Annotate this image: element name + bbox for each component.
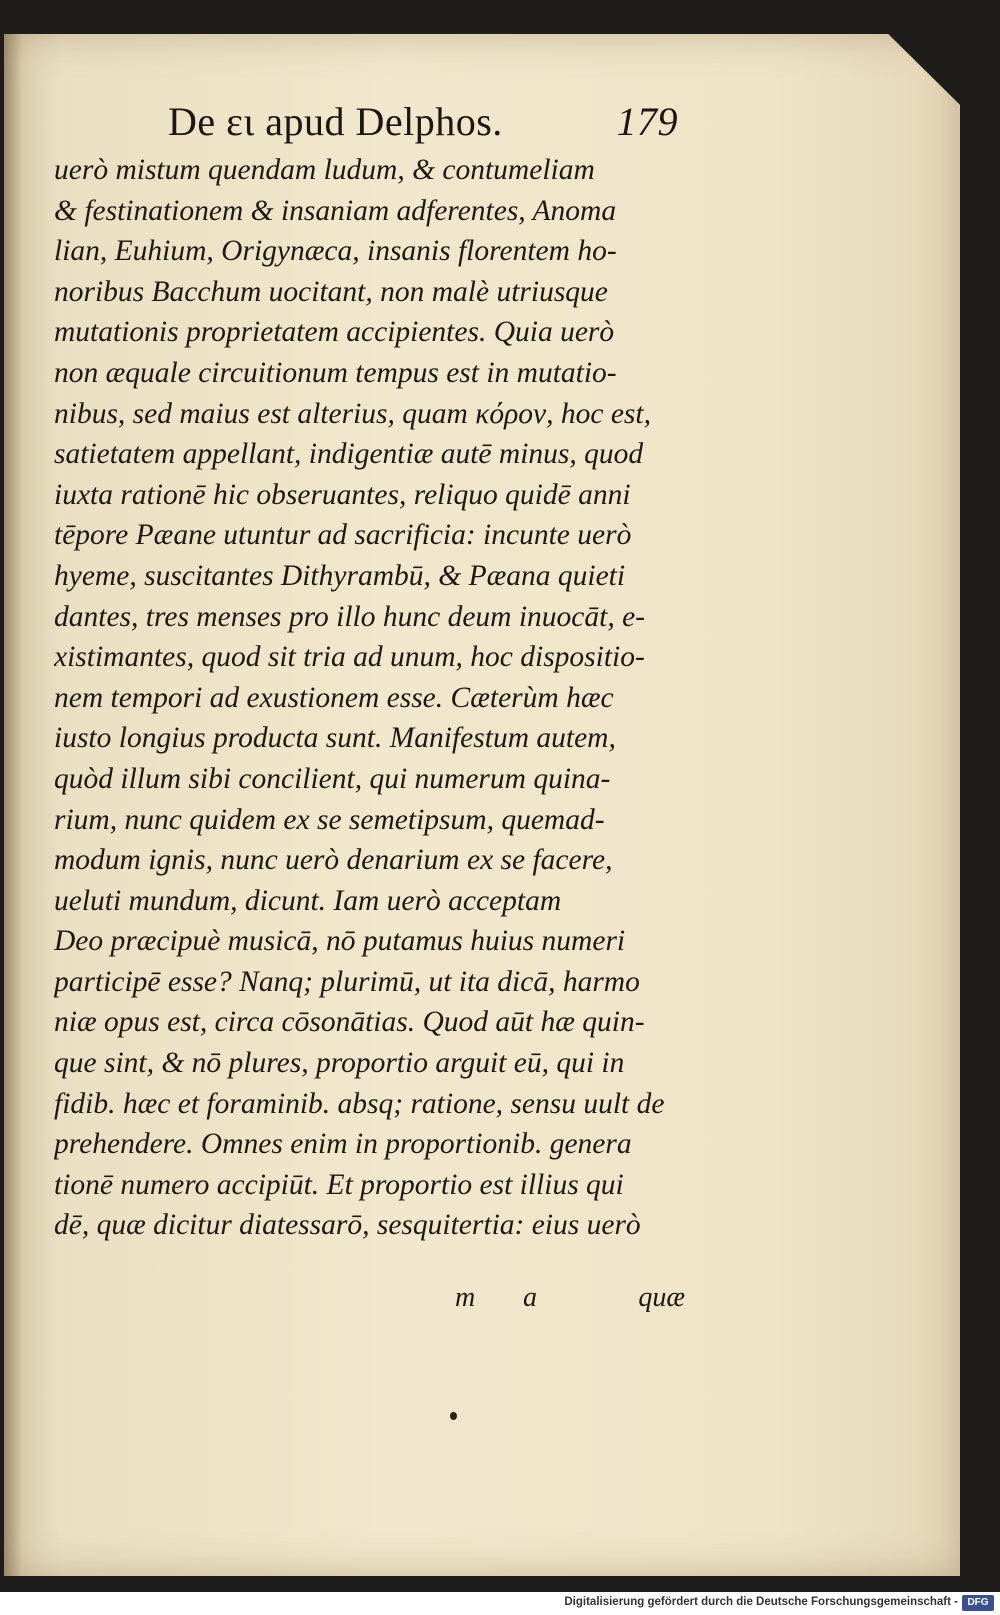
text-line: & festinationem & insaniam adferentes, Anoma — [54, 194, 617, 227]
text-line: iuxta rationē hic obseruantes, reliquo quidē anni — [54, 478, 631, 511]
text-line: Deo præcipuè musicā, nō putamus huius numeri — [54, 925, 626, 958]
page-number: 179 — [616, 99, 678, 144]
text-line: uerò mistum quendam ludum, & contumeliam — [54, 154, 595, 186]
text-line: hyeme, suscitantes Dithyrambū, & Pæana quieti — [54, 559, 626, 592]
text-line: satietatem appellant, indigentiæ autē minus, quod — [54, 438, 644, 471]
catchword: quæ — [638, 1282, 685, 1313]
footer-bar — [0, 1592, 1000, 1615]
text-line: xistimantes, quod sit tria ad unum, hoc dispositio- — [54, 641, 645, 674]
text-line: dantes, tres menses pro illo hunc deum inuocāt, e- — [54, 600, 645, 633]
text-line: noribus Bacchum uocitant, non malè utriusque — [54, 275, 608, 308]
dfg-logo[interactable]: DFG — [962, 1595, 994, 1611]
text-line: nibus, sed maius est alterius, quam κόρον, hoc est, — [54, 397, 651, 430]
text-line: dē, quæ dicitur diatessarō, sesquitertia: eius uerò — [54, 1209, 641, 1242]
body-text — [54, 150, 684, 1246]
text-line: nem tempori ad exustionem esse. Cæterùm hæc — [54, 681, 614, 714]
page-gutter-shadow — [4, 34, 22, 1576]
text-line: participē esse? Nanq; plurimū, ut ita dicā, harmo — [54, 965, 640, 998]
catchword-line — [455, 1282, 685, 1322]
text-line: rium, nunc quidem ex se semetipsum, quemad- — [54, 803, 605, 836]
text-line: iusto longius producta sunt. Manifestum autem, — [54, 722, 616, 755]
text-line: niæ opus est, circa cōsonātias. Quod aūt hæ quin- — [54, 1006, 645, 1039]
signature-mark: m — [455, 1282, 476, 1313]
ink-dot — [450, 1412, 457, 1420]
footer-credit: Digitalisierung gefördert durch die Deutsche Forschungsgemeinschaft - — [564, 1596, 958, 1608]
text-line: fidib. hæc et foraminib. absq; ratione, sensu uult de — [54, 1087, 665, 1120]
text-line: lian, Euhium, Origynæca, insanis florentem ho- — [54, 235, 617, 268]
text-line: tēpore Pæane utuntur ad sacrificia: incunte uerò — [54, 519, 632, 552]
text-line: prehendere. Omnes enim in proportionib. genera — [54, 1128, 632, 1161]
text-line: tionē numero accipiūt. Et proportio est illius qui — [54, 1168, 624, 1201]
running-head — [168, 98, 678, 148]
signature-mark: a — [523, 1282, 537, 1313]
text-line: modum ignis, nunc uerò denarium ex se facere, — [54, 844, 613, 877]
running-head-title: De ει apud Delphos. — [168, 99, 503, 144]
text-line: que sint, & nō plures, proportio arguit eū, qui in — [54, 1047, 625, 1080]
text-line: mutationis proprietatem accipientes. Quia uerò — [54, 316, 615, 349]
text-line: quòd illum sibi concilient, qui numerum quina- — [54, 762, 611, 795]
text-line: non æquale circuitionum tempus est in mutatio- — [54, 356, 617, 389]
text-line: ueluti mundum, dicunt. Iam uerò acceptam — [54, 884, 562, 917]
